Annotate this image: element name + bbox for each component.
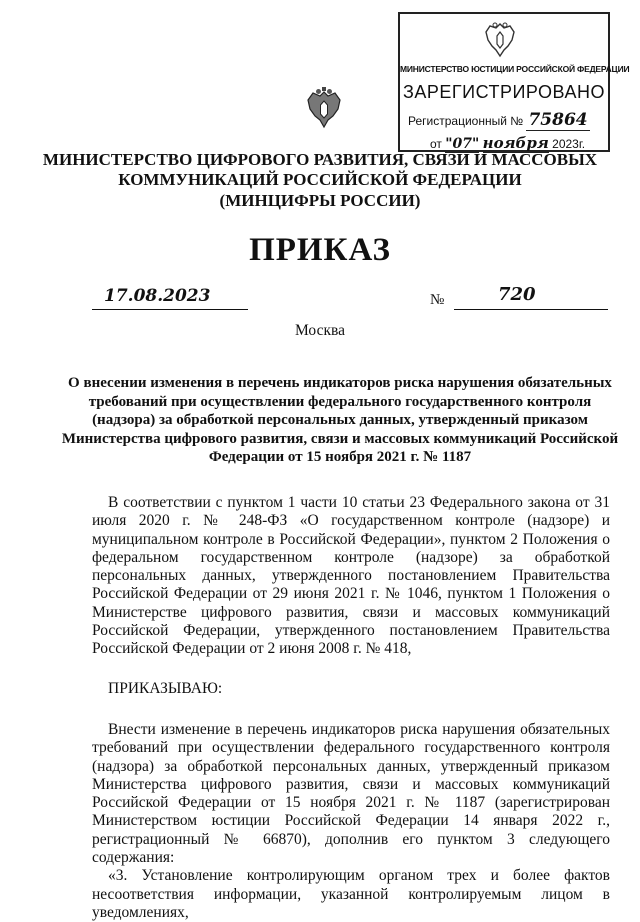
stamp-from-label: от	[430, 137, 442, 151]
ministry-line-2: КОММУНИКАЦИЙ РОССИЙСКОЙ ФЕДЕРАЦИИ	[118, 170, 522, 189]
stamp-reg-day: "07"	[445, 136, 480, 152]
number-label: №	[430, 292, 445, 308]
body-paragraph-1: Внести изменение в перечень индикаторов риска нарушения обязательных требований при осуществлении федерального государственного контроля (надзора) за обработкой персональных данных, утвержденный приказом Министерства цифрового развития, связи и массовых коммуникаций Российской Федерации от 15 ноября 2021 г. № 1187 (зарегистрирован Министерством юстиции Российской Федерации 14 января 2022 г., регистрационный № 66870), дополнив его пунктом 3 следующего содержания:	[92, 720, 610, 867]
document-subject: О внесении изменения в перечень индикаторов риска нарушения обязательных требований при осуществлении федерального государственного контроля (надзора) за обработкой персональных данных, утвержденный приказом Министерства цифрового развития, связи и массовых коммуникаций Российской Федерации от 15 ноября 2021 г. № 1187	[61, 375, 619, 465]
stamp-reg-number: 75864	[528, 110, 588, 130]
date-field	[92, 282, 248, 310]
number-field	[454, 282, 608, 310]
order-word: ПРИКАЗЫВАЮ:	[108, 679, 223, 697]
stamp-registered: ЗАРЕГИСТРИРОВАНО	[403, 82, 605, 102]
ministry-line-1: МИНИСТЕРСТВО ЦИФРОВОГО РАЗВИТИЯ, СВЯЗИ И МАССОВЫХ	[42, 150, 598, 169]
stamp-reg-year: 2023г.	[552, 137, 586, 151]
document-date: 17.08.2023	[104, 286, 211, 306]
preamble-paragraph: В соответствии с пунктом 1 части 10 статьи 23 Федерального закона от 31 июля 2020 г. № 248-ФЗ «О государственном контроле (надзоре) и муниципальном контроле в Российской Федерации», пунктом 2 Положения о федеральном государственном контроле (надзоре) за обработкой персональных данных, утвержденного постановлением Правительства Российской Федерации от 29 июня 2021 г. № 1046, пунктом 1 Положения о Министерстве цифрового развития, связи и массовых коммуникаций Российской Федерации, утвержденного постановлением Правительства Российской Федерации от 2 июня 2008 г. № 418,	[92, 494, 610, 658]
city: Москва	[295, 322, 345, 339]
stamp-reg-label: Регистрационный №	[408, 114, 524, 128]
stamp-reg-line	[408, 110, 590, 130]
body-paragraph-2: «3. Установление контролирующим органом трех и более фактов несоответствия информации, указанной контролируемым лицом в уведомлениях,	[92, 867, 610, 921]
ministry-short-name: (МИНЦИФРЫ РОССИИ)	[219, 191, 421, 210]
document-type: ПРИКАЗ	[249, 232, 391, 268]
stamp-ministry: МИНИСТЕРСТВО ЮСТИЦИИ РОССИЙСКОЙ ФЕДЕРАЦИИ	[400, 64, 630, 74]
registration-stamp	[398, 12, 630, 152]
coat-of-arms-icon	[482, 20, 518, 60]
document-number: 720	[498, 284, 536, 305]
ministry-name	[0, 150, 640, 190]
document-body	[92, 494, 610, 922]
coat-of-arms-icon	[305, 86, 343, 132]
stamp-reg-month: ноября	[482, 134, 549, 152]
